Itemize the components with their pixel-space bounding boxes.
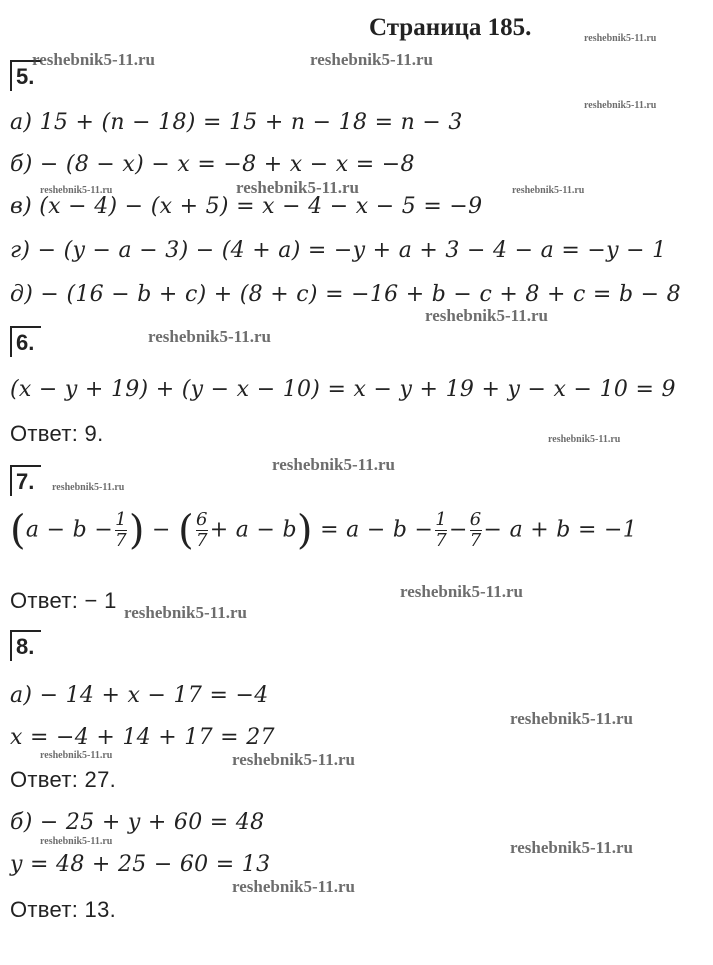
- task-number-6: 6.: [10, 326, 41, 357]
- watermark: reshebnik5-11.ru: [232, 877, 355, 896]
- fraction-1-7-b: [435, 510, 447, 551]
- watermark: reshebnik5-11.ru: [32, 50, 155, 69]
- task5-line-d: г) − (y − a − 3) − (4 + a) = −y + a + 3 − 4 − a = −y − 1: [10, 238, 667, 263]
- fraction-6-7: [196, 510, 208, 551]
- watermark: reshebnik5-11.ru: [52, 482, 125, 493]
- fraction-1-7: [115, 510, 127, 551]
- watermark: reshebnik5-11.ru: [400, 582, 523, 601]
- task6-equation: (x − y + 19) + (y − x − 10) = x − y + 19 + y − x − 10 = 9: [10, 377, 676, 402]
- frac-numerator: 6: [469, 509, 482, 530]
- task7-answer: Ответ: − 1: [10, 588, 117, 613]
- task8-b-answer: Ответ: 13.: [10, 897, 117, 922]
- task5-line-a: а) 15 + (n − 18) = 15 + n − 18 = n − 3: [10, 110, 463, 135]
- task-number-7: 7.: [10, 465, 41, 496]
- page-title: Страница 185.: [369, 14, 532, 41]
- task7-minus: −: [152, 517, 171, 543]
- task8-a-answer: Ответ: 27.: [10, 767, 117, 792]
- task8-b-equation: б) − 25 + y + 60 = 48: [10, 810, 265, 835]
- watermark: reshebnik5-11.ru: [512, 185, 585, 196]
- fraction-6-7-b: [470, 510, 482, 551]
- frac-numerator: 6: [195, 509, 208, 530]
- frac-numerator: 1: [115, 509, 127, 530]
- task7-minus-2: −: [449, 517, 468, 543]
- task7-part4: − a + b = −1: [483, 517, 638, 543]
- watermark: reshebnik5-11.ru: [584, 33, 657, 44]
- watermark: reshebnik5-11.ru: [548, 434, 621, 445]
- task5-line-e: д) − (16 − b + c) + (8 + c) = −16 + b − c + 8 + c = b − 8: [10, 282, 681, 307]
- frac-denominator: 7: [469, 530, 482, 551]
- watermark: reshebnik5-11.ru: [40, 185, 113, 196]
- task8-b-solution: y = 48 + 25 − 60 = 13: [10, 852, 271, 877]
- watermark: reshebnik5-11.ru: [148, 327, 271, 346]
- frac-denominator: 7: [195, 530, 208, 551]
- frac-denominator: 7: [435, 530, 448, 551]
- watermark: reshebnik5-11.ru: [510, 709, 633, 728]
- task7-equation: [10, 507, 638, 554]
- open-paren: (: [10, 507, 26, 554]
- close-paren: ): [296, 507, 313, 554]
- task8-a-solution: x = −4 + 14 + 17 = 27: [10, 725, 275, 750]
- watermark: reshebnik5-11.ru: [40, 750, 113, 761]
- watermark: reshebnik5-11.ru: [272, 455, 395, 474]
- watermark: reshebnik5-11.ru: [510, 838, 633, 857]
- watermark: reshebnik5-11.ru: [124, 603, 247, 622]
- task5-line-c: в) (x − 4) − (x + 5) = x − 4 − x − 5 = −9: [10, 194, 483, 219]
- close-paren: ): [128, 507, 145, 554]
- watermark: reshebnik5-11.ru: [425, 306, 548, 325]
- task-number-5: 5.: [10, 60, 41, 91]
- frac-denominator: 7: [115, 530, 127, 551]
- task-number-8: 8.: [10, 630, 41, 661]
- watermark: reshebnik5-11.ru: [40, 836, 113, 847]
- task8-a-equation: а) − 14 + x − 17 = −4: [10, 683, 269, 708]
- watermark: reshebnik5-11.ru: [236, 178, 359, 197]
- task6-answer: Ответ: 9.: [10, 421, 104, 446]
- open-paren: (: [178, 507, 194, 554]
- frac-numerator: 1: [435, 509, 448, 530]
- task7-part2: + a − b: [209, 517, 297, 543]
- watermark: reshebnik5-11.ru: [310, 50, 433, 69]
- watermark: reshebnik5-11.ru: [584, 100, 657, 111]
- task7-part1: a − b −: [25, 517, 114, 543]
- task7-part3: = a − b −: [320, 517, 434, 543]
- watermark: reshebnik5-11.ru: [232, 750, 355, 769]
- task5-line-b: б) − (8 − x) − x = −8 + x − x = −8: [10, 152, 415, 177]
